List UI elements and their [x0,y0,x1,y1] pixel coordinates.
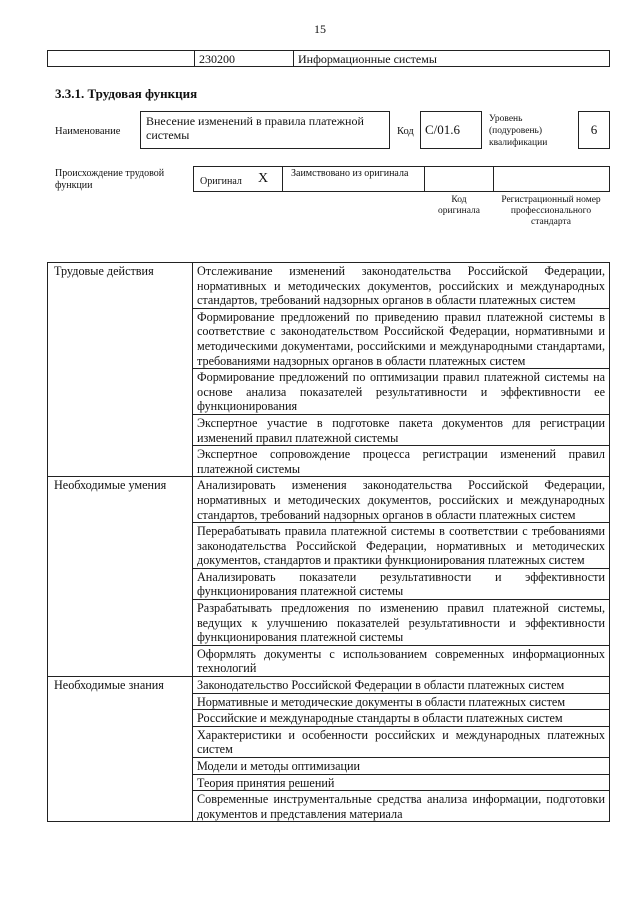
section-title-cell: Необходимые умения [48,477,193,677]
requirement-item: Экспертное участие в подготовке пакета документов для регистрации изменений правил платежной системы [193,414,610,445]
level-label: Уровень (подуровень) квалификации [489,114,548,148]
top-row-name: Информационные системы [293,50,610,67]
table-row [48,263,610,309]
requirement-item: Отслеживание изменений законодательства Российской Федерации, нормативных и методических документов, российских и международных стандартов, требований надзорных органов в области платежных систем [193,263,610,309]
function-code: С/01.6 [420,111,482,149]
reg-number-cell [493,166,610,192]
requirement-item: Разрабатывать предложения по изменению правил платежной системы, ведущих к улучшению показателей результативности и эффективности функционирования платежной системы [193,600,610,646]
requirement-item: Российские и международные стандарты в области платежных систем [193,710,610,727]
code-original-caption: Код оригинала [438,195,480,216]
level-value: 6 [578,111,610,149]
requirement-item: Экспертное сопровождение процесса регистрации изменений правил платежной системы [193,446,610,477]
code-label: Код [397,126,414,137]
name-label: Наименование [55,126,121,137]
table-row [48,677,610,694]
requirement-item: Формирование предложений по оптимизации правил платежной системы на основе анализа показателей результативности и эффективности ее функционирования [193,369,610,415]
requirement-item: Современные инструментальные средства анализа информации, подготовки документов и представления материала [193,791,610,822]
table-row [48,477,610,523]
section-title: 3.3.1. Трудовая функция [55,86,198,101]
requirement-item: Перерабатывать правила платежной системы в соответствии с требованиями законодательства Российской Федерации, нормативных и методических документов, стандартов и практики функционирования платежных систем [193,523,610,569]
requirement-item: Характеристики и особенности российских и международных платежных систем [193,726,610,757]
top-row-code: 230200 [194,50,294,67]
function-name: Внесение изменений в правила платежной системы [140,111,390,149]
requirement-item: Нормативные и методические документы в области платежных систем [193,693,610,710]
reg-number-caption: Регистрационный номер профессионального стандарта [501,195,601,227]
requirement-item: Анализировать изменения законодательства Российской Федерации, нормативных и методических документов, российских и международных стандартов, требований надзорных органов в области платежных систем [193,477,610,523]
original-mark: X [258,171,269,186]
origin-label: Происхождение трудовой функции [55,168,165,191]
requirement-item: Законодательство Российской Федерации в области платежных систем [193,677,610,694]
requirement-item: Формирование предложений по приведению правил платежной системы в соответствие с законодательством Российской Федерации, нормативными и методическими документами, российскими и международными стандартами, требованиями надзорных органов в области платежных систем [193,308,610,368]
section-title-cell: Необходимые знания [48,677,193,822]
requirement-item: Оформлять документы с использованием современных информационных технологий [193,645,610,676]
code-original-cell [424,166,494,192]
page-number: 15 [314,22,326,36]
original-label: Оригинал [200,176,242,187]
requirement-item: Теория принятия решений [193,774,610,791]
requirements-table [47,262,610,822]
section-title-cell: Трудовые действия [48,263,193,477]
requirement-item: Анализировать показатели результативности и эффективности функционирования платежной системы [193,568,610,599]
top-row-empty-cell [47,50,195,67]
requirement-item: Модели и методы оптимизации [193,758,610,775]
borrowed-label: Заимствовано из оригинала [282,166,425,192]
